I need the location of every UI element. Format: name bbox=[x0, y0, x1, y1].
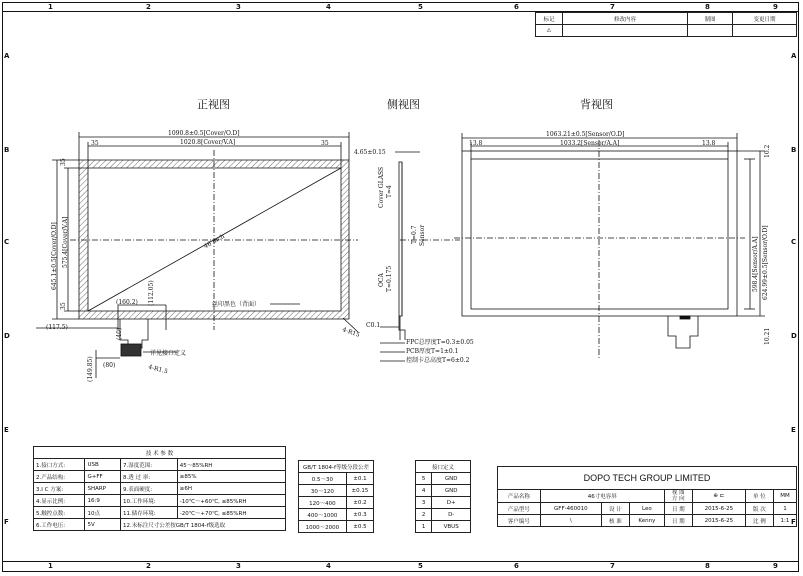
dim-40: (40) bbox=[116, 327, 123, 340]
unit-label: 单 位 bbox=[745, 490, 773, 503]
dim-13-right: 13.8 bbox=[702, 140, 716, 147]
pin-number: 1 bbox=[416, 521, 432, 533]
pin-signal: VBUS bbox=[432, 521, 471, 533]
row-letter: E bbox=[791, 426, 796, 434]
spec-value: G+FF bbox=[85, 471, 121, 483]
spec-label: 8.透 过 率: bbox=[120, 471, 177, 483]
warning-icon: ⚠ bbox=[536, 25, 563, 37]
specs-table bbox=[33, 446, 286, 531]
connector-note: 详见接口定义 bbox=[150, 350, 187, 357]
col-num: 8 bbox=[705, 3, 710, 11]
dim-sensor-od-width: 1063.21±0.5[Sensor/O.D] bbox=[546, 131, 625, 138]
spec-label: 10.工作环境: bbox=[120, 495, 177, 507]
back-outer bbox=[462, 151, 737, 316]
small-radius-label: 4-R1.5 bbox=[147, 363, 169, 376]
row-letter: D bbox=[4, 332, 10, 340]
spec-value: USB bbox=[85, 459, 121, 471]
customer-label: 客户编号 bbox=[498, 515, 541, 527]
pin-number: 3 bbox=[416, 497, 432, 509]
customer-value: \ bbox=[540, 515, 601, 527]
date-label: 日 期 bbox=[664, 515, 692, 527]
col-num: 2 bbox=[146, 562, 151, 570]
dim-13-left: 13.8 bbox=[469, 140, 483, 147]
dim-160: (160.2) bbox=[116, 299, 138, 306]
title-block bbox=[497, 466, 797, 527]
pinout-title: 接口定义 bbox=[416, 461, 471, 473]
dim-80: (80) bbox=[103, 362, 116, 369]
tol-value: ±0.15 bbox=[346, 485, 373, 497]
dim-35-vbottom: 35 bbox=[60, 302, 67, 310]
dim-cover-va-width: 1020.8[Cover/V.A] bbox=[180, 139, 236, 146]
dim-10-top: 10.2 bbox=[764, 144, 771, 158]
model-value: GFF-460010 bbox=[540, 503, 601, 515]
model-label: 产品型号 bbox=[498, 503, 541, 515]
col-num: 4 bbox=[326, 562, 331, 570]
spec-value: 16:9 bbox=[85, 495, 121, 507]
spec-label: 7.湿度范围: bbox=[120, 459, 177, 471]
spec-value: 5V bbox=[85, 519, 121, 531]
col-num: 8 bbox=[705, 562, 710, 570]
pin-signal: GND bbox=[432, 473, 471, 485]
front-view-title: 正视图 bbox=[197, 98, 230, 111]
pin-signal: GND bbox=[432, 485, 471, 497]
date-label: 日 期 bbox=[664, 503, 692, 515]
col-num: 2 bbox=[146, 3, 151, 11]
rev-header: 标记 bbox=[536, 13, 563, 25]
spec-label: 9.表面硬度: bbox=[120, 483, 177, 495]
dim-35-left: 35 bbox=[91, 140, 99, 147]
col-num: 9 bbox=[773, 3, 778, 11]
back-fpc bbox=[668, 316, 698, 348]
dim-35-right: 35 bbox=[321, 140, 329, 147]
col-num: 1 bbox=[48, 3, 53, 11]
dim-sensor-aa-height: 598.4[Sensor/A.A] bbox=[752, 236, 759, 292]
col-num: 9 bbox=[773, 562, 778, 570]
spec-note: 12.未标注尺寸公差按GB/T 1804-f级选取 bbox=[120, 519, 285, 531]
spec-label: 5.触控点数: bbox=[34, 507, 85, 519]
silk-label: 丝印黑色（背面） bbox=[212, 301, 261, 308]
tol-value: ±0.5 bbox=[346, 521, 373, 533]
tol-value: ±0.3 bbox=[346, 509, 373, 521]
dim-10-bottom: 10.21 bbox=[764, 327, 771, 345]
tolerance-title: GB/T 1804-f等级分段公差 bbox=[299, 461, 374, 473]
col-num: 7 bbox=[610, 562, 615, 570]
product-name-label: 产品名称 bbox=[498, 490, 541, 503]
tol-range: 0.5～30 bbox=[299, 473, 347, 485]
tolerance-table bbox=[298, 460, 374, 533]
side-total-thickness: 4.65±0.15 bbox=[354, 149, 386, 156]
rev-header: 修改内容 bbox=[563, 13, 688, 25]
tol-range: 400～1000 bbox=[299, 509, 347, 521]
spec-value: ≥6H bbox=[177, 483, 285, 495]
dim-112: (112.05) bbox=[148, 280, 155, 306]
spec-label: 11.储存环境: bbox=[120, 507, 177, 519]
dim-cover-od-width: 1090.8±0.5[Cover/O.D] bbox=[168, 130, 240, 137]
spec-value: -10℃～+60℃, ≤85%RH bbox=[177, 495, 285, 507]
dim-35-vtop: 35 bbox=[60, 158, 67, 166]
row-letter: F bbox=[791, 518, 796, 526]
dim-117: (117.5) bbox=[46, 324, 68, 331]
col-num: 5 bbox=[418, 3, 423, 11]
cover-glass-label: Cover GLASS bbox=[378, 166, 385, 208]
spec-label: 4.显示比例: bbox=[34, 495, 85, 507]
col-num: 7 bbox=[610, 3, 615, 11]
spec-label: 1.接口方式: bbox=[34, 459, 85, 471]
spec-label: 3.I C 方案: bbox=[34, 483, 85, 495]
spec-value: -20℃～+70℃, ≤85%RH bbox=[177, 507, 285, 519]
controller-height: 控制卡总高度T=6±0.2 bbox=[406, 357, 470, 364]
row-letter: C bbox=[791, 238, 797, 246]
designer: Leo bbox=[629, 503, 664, 515]
row-letter: B bbox=[791, 146, 797, 154]
spec-value: SHARP bbox=[85, 483, 121, 495]
dim-cover-va-height: 575.4[Cover/V.A] bbox=[62, 216, 69, 268]
col-num: 6 bbox=[514, 3, 519, 11]
oca-thickness: T=0.175 bbox=[386, 265, 393, 292]
product-name: 46寸电容屏 bbox=[540, 490, 664, 503]
pin-signal: D- bbox=[432, 509, 471, 521]
specs-title: 技 术 参 数 bbox=[34, 447, 286, 459]
date-value: 2015-6-25 bbox=[692, 515, 745, 527]
sensor-label: Sensor bbox=[419, 224, 426, 246]
unit-value: MM bbox=[773, 490, 796, 503]
spec-value: ≥85% bbox=[177, 471, 285, 483]
row-letter: F bbox=[4, 518, 9, 526]
dim-sensor-od-height: 624.99±0.5[Sensor/O.D] bbox=[762, 225, 769, 300]
rev-header: 制图 bbox=[688, 13, 733, 25]
design-label: 设 计 bbox=[601, 503, 629, 515]
col-num: 3 bbox=[236, 562, 241, 570]
pinout-table bbox=[415, 460, 471, 533]
sensor-thickness: T=0.7 bbox=[411, 225, 418, 244]
cover-thickness: T=4 bbox=[386, 185, 393, 198]
oca-label: OCA bbox=[378, 273, 385, 287]
pin-signal: D+ bbox=[432, 497, 471, 509]
row-letter: D bbox=[791, 332, 797, 340]
row-letter: E bbox=[4, 426, 9, 434]
col-num: 5 bbox=[418, 562, 423, 570]
row-letter: A bbox=[791, 52, 797, 60]
version-label: 版 次 bbox=[745, 503, 773, 515]
col-num: 6 bbox=[514, 562, 519, 570]
back-view-title: 背视图 bbox=[580, 98, 613, 111]
spec-label: 2.产品结构: bbox=[34, 471, 85, 483]
scale-label: 比 例 bbox=[745, 515, 773, 527]
rev-header: 变更日期 bbox=[733, 13, 797, 25]
col-num: 4 bbox=[326, 3, 331, 11]
pin-number: 5 bbox=[416, 473, 432, 485]
spec-value: 45～85%RH bbox=[177, 459, 285, 471]
tol-value: ±0.2 bbox=[346, 497, 373, 509]
view-direction-label: 视 图 方 向 bbox=[664, 490, 692, 503]
checker: Kenny bbox=[629, 515, 664, 527]
row-letter: B bbox=[4, 146, 10, 154]
c0-label: C0.1 bbox=[366, 322, 381, 329]
usb-connector bbox=[121, 344, 141, 356]
row-letter: C bbox=[4, 238, 10, 246]
date-value: 2015-6-25 bbox=[692, 503, 745, 515]
dim-cover-od-height: 645.1±0.5[Cover/O.D] bbox=[51, 222, 58, 290]
tol-value: ±0.1 bbox=[346, 473, 373, 485]
fpc-thickness: FPC总厚度T=0.3±0.05 bbox=[406, 339, 474, 346]
pcb-thickness: PCB厚度T=1±0.1 bbox=[406, 348, 459, 355]
version-value: 1 bbox=[773, 503, 796, 515]
tol-range: 1000～2000 bbox=[299, 521, 347, 533]
diagonal-label: 46 inch bbox=[202, 232, 226, 251]
tol-range: 30～120 bbox=[299, 485, 347, 497]
dim-149: (149.85) bbox=[87, 356, 94, 382]
col-num: 1 bbox=[48, 562, 53, 570]
dim-sensor-aa-width: 1033.2[Sensor/A.A] bbox=[560, 140, 620, 147]
col-num: 3 bbox=[236, 3, 241, 11]
corner-radius-label: 4-R15 bbox=[341, 326, 361, 339]
row-letter: A bbox=[4, 52, 10, 60]
pin-number: 4 bbox=[416, 485, 432, 497]
scale-value: 1:1 bbox=[773, 515, 796, 527]
pin-number: 2 bbox=[416, 509, 432, 521]
tol-range: 120～400 bbox=[299, 497, 347, 509]
spec-value: 10点 bbox=[85, 507, 121, 519]
side-view-title: 侧视图 bbox=[387, 98, 420, 111]
company-name: DOPO TECH GROUP LIMITED bbox=[498, 467, 797, 490]
side-stack bbox=[399, 162, 402, 316]
back-inner bbox=[471, 159, 728, 309]
projection-icon: ⊕ ⊏ bbox=[692, 490, 745, 503]
check-label: 核 准 bbox=[601, 515, 629, 527]
spec-label: 6.工作电压: bbox=[34, 519, 85, 531]
